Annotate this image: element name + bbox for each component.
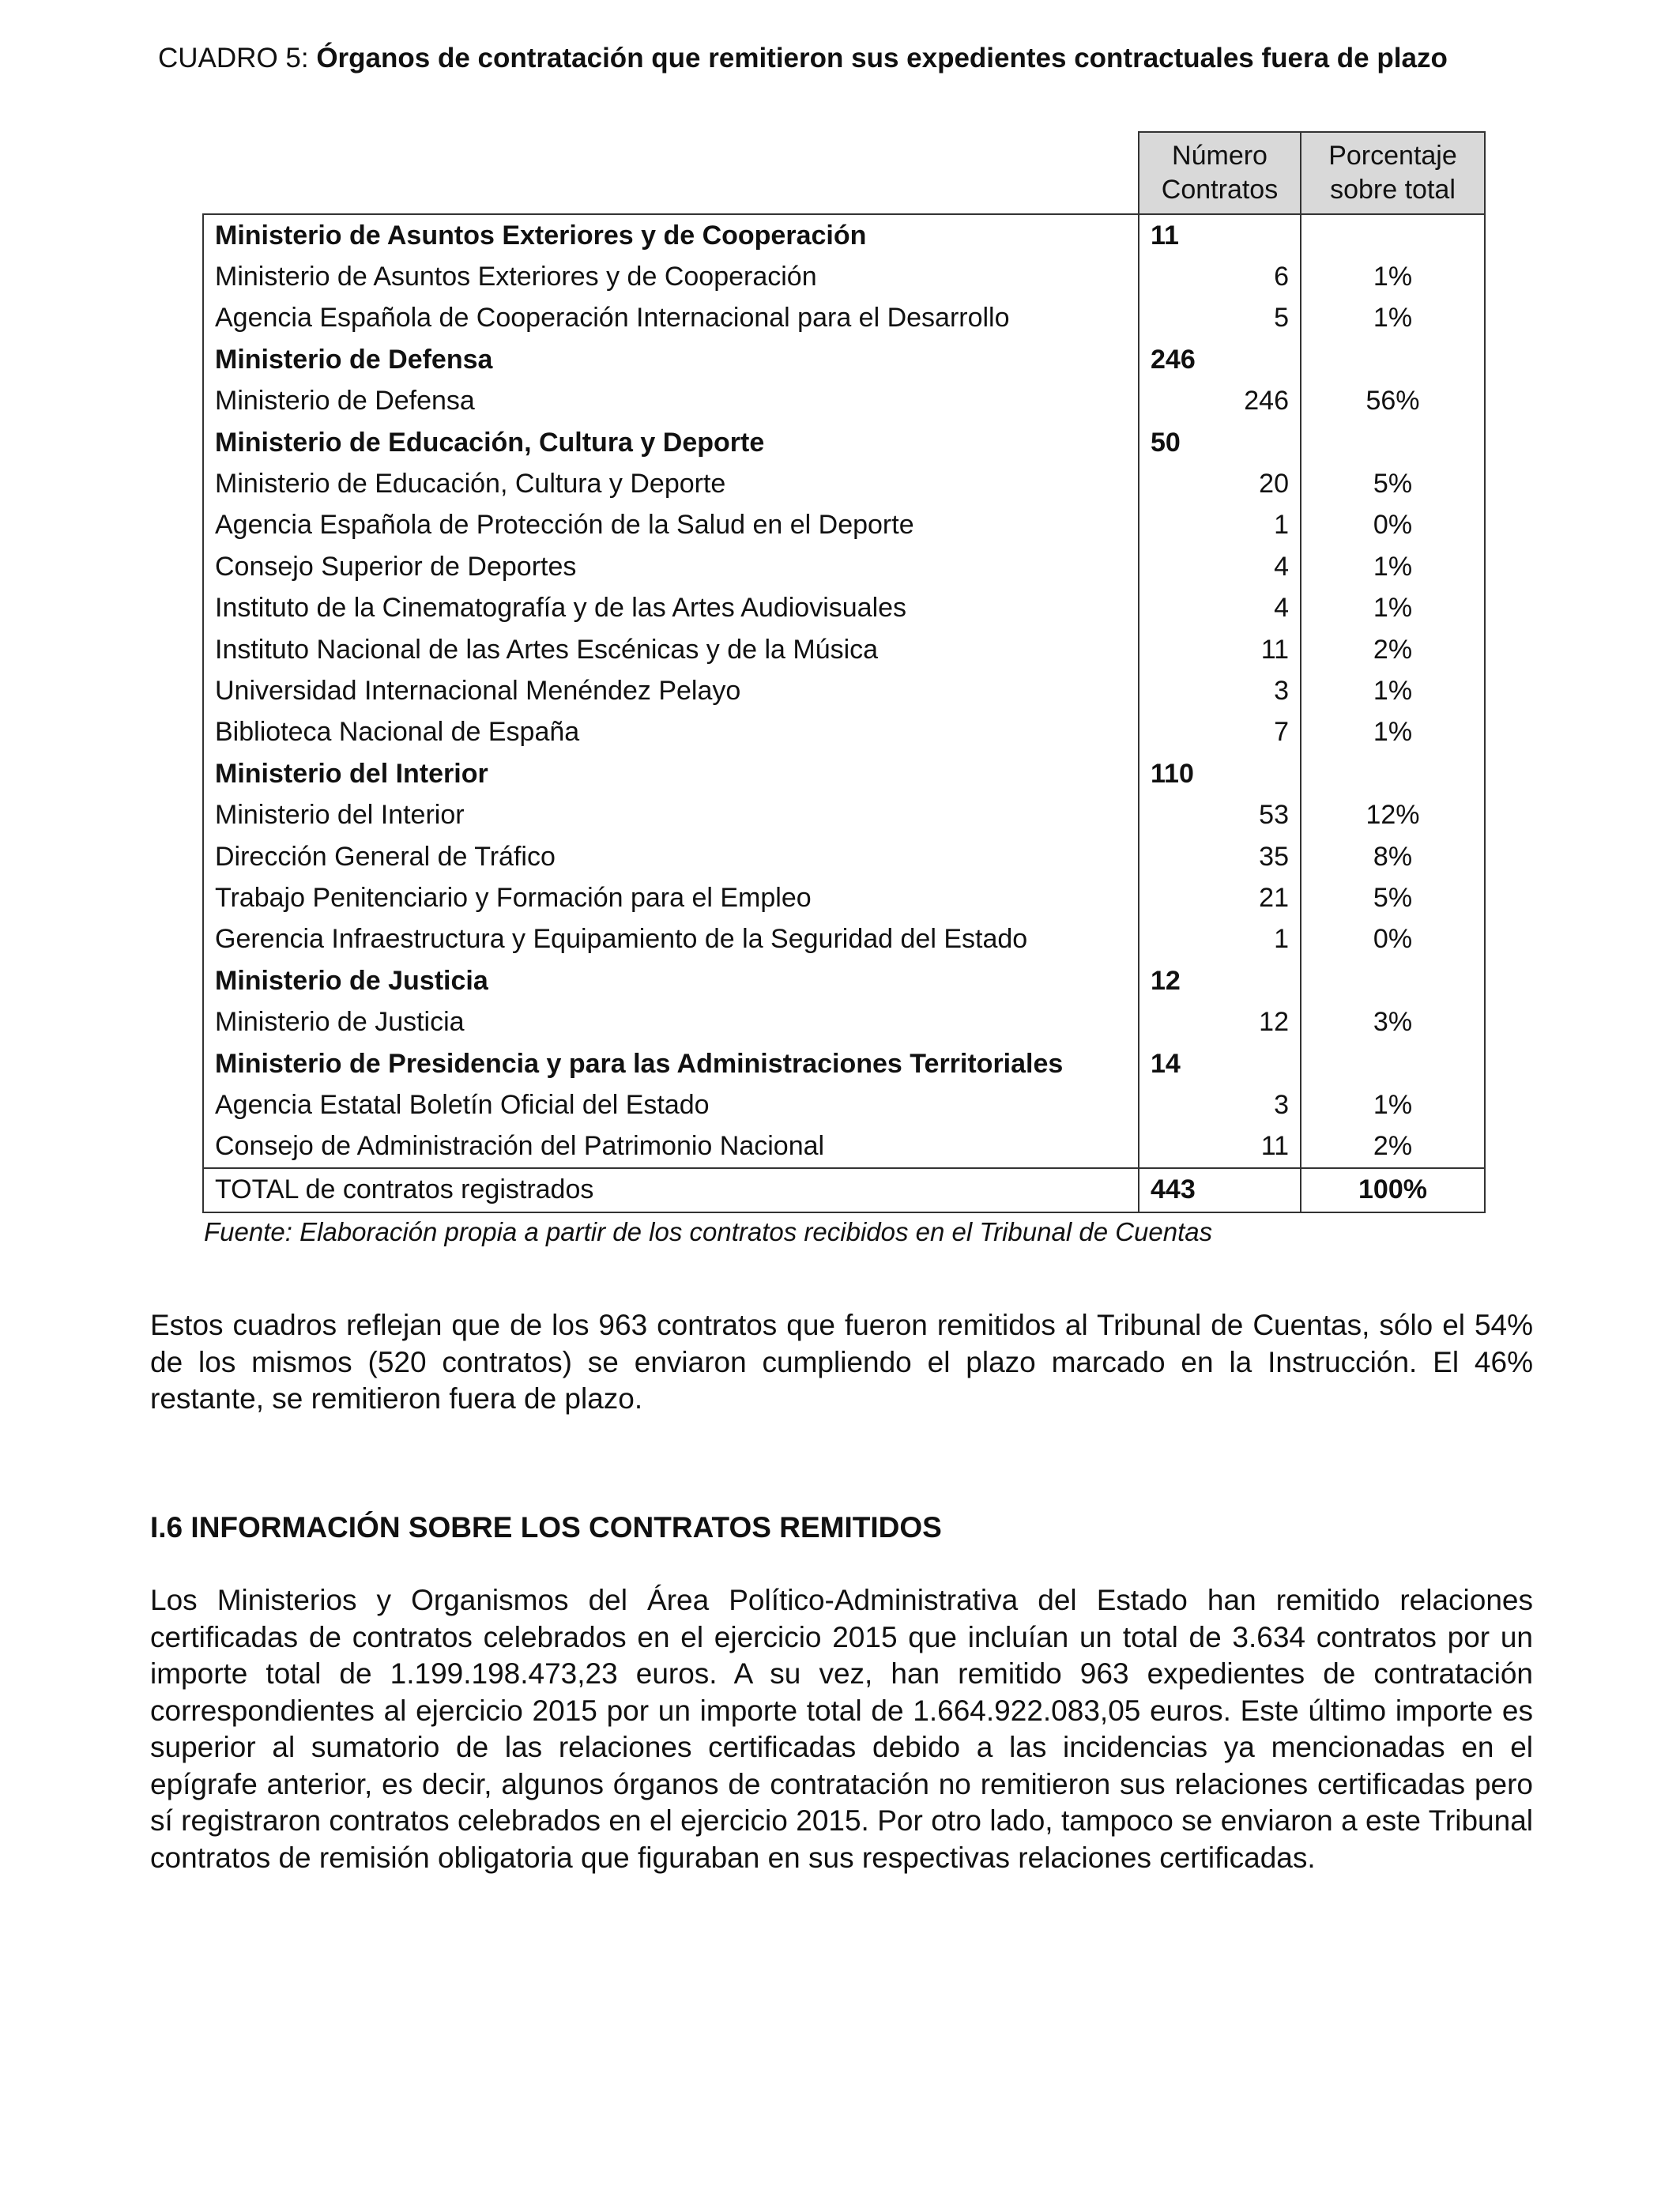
row-name: Instituto Nacional de las Artes Escénicas y de la Música — [203, 629, 1139, 670]
row-percentage: 1% — [1301, 588, 1485, 629]
row-name: Universidad Internacional Menéndez Pelayo — [203, 670, 1139, 711]
row-count: 1 — [1139, 919, 1301, 960]
row-percentage: 2% — [1301, 629, 1485, 670]
row-count: 7 — [1139, 712, 1301, 753]
row-percentage: 2% — [1301, 1126, 1485, 1168]
header-porcentaje: Porcentaje sobre total — [1301, 132, 1485, 214]
source-note: Fuente: Elaboración propia a partir de los contratos recibidos en el Tribunal de Cuentas — [204, 1217, 1213, 1246]
row-percentage — [1301, 960, 1485, 1001]
row-name: Ministerio de Asuntos Exteriores y de Cooperación — [203, 214, 1139, 256]
row-percentage: 0% — [1301, 505, 1485, 546]
row-name: Ministerio de Justicia — [203, 1001, 1139, 1042]
table-group-row — [203, 339, 1485, 380]
contracts-table — [202, 131, 1486, 1213]
row-count: 12 — [1139, 960, 1301, 1001]
row-percentage: 1% — [1301, 1084, 1485, 1125]
row-name: Ministerio de Asuntos Exteriores y de Cooperación — [203, 256, 1139, 297]
row-percentage: 3% — [1301, 1001, 1485, 1042]
table-group-row — [203, 1043, 1485, 1084]
row-count: 246 — [1139, 339, 1301, 380]
row-count: 14 — [1139, 1043, 1301, 1084]
row-count: 11 — [1139, 214, 1301, 256]
table-row — [203, 381, 1485, 422]
table-header-row — [203, 132, 1485, 214]
row-name: Ministerio del Interior — [203, 794, 1139, 835]
table-row — [203, 712, 1485, 753]
row-percentage: 5% — [1301, 463, 1485, 504]
section-heading: I.6 INFORMACIÓN SOBRE LOS CONTRATOS REMITIDOS — [150, 1511, 942, 1544]
total-name: TOTAL de contratos registrados — [203, 1168, 1139, 1212]
row-percentage — [1301, 1043, 1485, 1084]
row-percentage: 8% — [1301, 836, 1485, 877]
row-count: 21 — [1139, 877, 1301, 918]
row-percentage: 56% — [1301, 381, 1485, 422]
row-name: Agencia Estatal Boletín Oficial del Estado — [203, 1084, 1139, 1125]
row-percentage: 12% — [1301, 794, 1485, 835]
row-count: 12 — [1139, 1001, 1301, 1042]
table-row — [203, 836, 1485, 877]
row-name: Agencia Española de Protección de la Salud en el Deporte — [203, 505, 1139, 546]
row-percentage — [1301, 339, 1485, 380]
row-name: Consejo de Administración del Patrimonio Nacional — [203, 1126, 1139, 1168]
row-count: 3 — [1139, 670, 1301, 711]
row-percentage — [1301, 753, 1485, 794]
table-group-row — [203, 422, 1485, 463]
row-percentage: 0% — [1301, 919, 1485, 960]
table-caption — [158, 41, 1501, 76]
caption-prefix: CUADRO 5: — [158, 43, 309, 74]
row-name: Ministerio de Defensa — [203, 339, 1139, 380]
table-row — [203, 463, 1485, 504]
row-name: Consejo Superior de Deportes — [203, 546, 1139, 587]
row-name: Instituto de la Cinematografía y de las Artes Audiovisuales — [203, 588, 1139, 629]
header-blank — [203, 132, 1139, 214]
table-row — [203, 256, 1485, 297]
paragraph-1: Estos cuadros reflejan que de los 963 contratos que fueron remitidos al Tribunal de Cuentas, sólo el 54% de los mismos (520 contratos) se enviaron cumpliendo el plazo marcado en la Instrucción. El 46% restante, se remitieron fuera de plazo. — [150, 1309, 1533, 1415]
row-count: 5 — [1139, 298, 1301, 339]
row-name: Trabajo Penitenciario y Formación para el Empleo — [203, 877, 1139, 918]
row-count: 35 — [1139, 836, 1301, 877]
row-percentage: 1% — [1301, 298, 1485, 339]
row-name: Dirección General de Tráfico — [203, 836, 1139, 877]
row-name: Ministerio de Defensa — [203, 381, 1139, 422]
table-body — [203, 214, 1485, 1212]
row-name: Agencia Española de Cooperación Internacional para el Desarrollo — [203, 298, 1139, 339]
row-name: Ministerio del Interior — [203, 753, 1139, 794]
row-name: Gerencia Infraestructura y Equipamiento de la Seguridad del Estado — [203, 919, 1139, 960]
table-row — [203, 1001, 1485, 1042]
row-percentage — [1301, 422, 1485, 463]
row-count: 4 — [1139, 546, 1301, 587]
table-row — [203, 877, 1485, 918]
table-total-row — [203, 1168, 1485, 1212]
row-count: 11 — [1139, 629, 1301, 670]
total-count: 443 — [1139, 1168, 1301, 1212]
table-row — [203, 505, 1485, 546]
table-row — [203, 1126, 1485, 1168]
table-row — [203, 1084, 1485, 1125]
row-name: Biblioteca Nacional de España — [203, 712, 1139, 753]
row-count: 1 — [1139, 505, 1301, 546]
caption-title: Órganos de contratación que remitieron sus expedientes contractuales fuera de plazo — [316, 43, 1448, 74]
table-row — [203, 670, 1485, 711]
table-row — [203, 298, 1485, 339]
row-count: 6 — [1139, 256, 1301, 297]
row-count: 53 — [1139, 794, 1301, 835]
row-count: 3 — [1139, 1084, 1301, 1125]
table-row — [203, 588, 1485, 629]
row-percentage: 1% — [1301, 712, 1485, 753]
row-percentage: 1% — [1301, 670, 1485, 711]
row-count: 246 — [1139, 381, 1301, 422]
row-count: 11 — [1139, 1126, 1301, 1168]
row-percentage: 1% — [1301, 256, 1485, 297]
row-name: Ministerio de Justicia — [203, 960, 1139, 1001]
row-count: 4 — [1139, 588, 1301, 629]
table-group-row — [203, 753, 1485, 794]
row-name: Ministerio de Presidencia y para las Administraciones Territoriales — [203, 1043, 1139, 1084]
row-percentage: 5% — [1301, 877, 1485, 918]
total-percentage: 100% — [1301, 1168, 1485, 1212]
row-percentage: 1% — [1301, 546, 1485, 587]
row-name: Ministerio de Educación, Cultura y Deporte — [203, 422, 1139, 463]
row-count: 20 — [1139, 463, 1301, 504]
table-row — [203, 629, 1485, 670]
table-group-row — [203, 960, 1485, 1001]
table-group-row — [203, 214, 1485, 256]
row-count: 110 — [1139, 753, 1301, 794]
paragraph-2: Los Ministerios y Organismos del Área Político-Administrativa del Estado han remitido relaciones certificadas de contratos celebrados en el ejercicio 2015 que incluían un total de 3.634 contratos por un importe total de 1.199.198.473,23 euros. A su vez, han remitido 963 expedientes de contratación correspondientes al ejercicio 2015 por un importe total de 1.664.922.083,05 euros. Este último importe es superior al sumatorio de las relaciones certificadas debido a las incidencias ya mencionadas en el epígrafe anterior, es decir, algunos órganos de contratación no remitieron sus relaciones certificadas pero sí registraron contratos celebrados en el ejercicio 2015. Por otro lado, tampoco se enviaron a este Tribunal contratos de remisión obligatoria que figuraban en sus respectivas relaciones certificadas. — [150, 1584, 1533, 1874]
table-row — [203, 546, 1485, 587]
row-percentage — [1301, 214, 1485, 256]
row-count: 50 — [1139, 422, 1301, 463]
table-row — [203, 794, 1485, 835]
header-numero: Número Contratos — [1139, 132, 1301, 214]
table-row — [203, 919, 1485, 960]
row-name: Ministerio de Educación, Cultura y Deporte — [203, 463, 1139, 504]
